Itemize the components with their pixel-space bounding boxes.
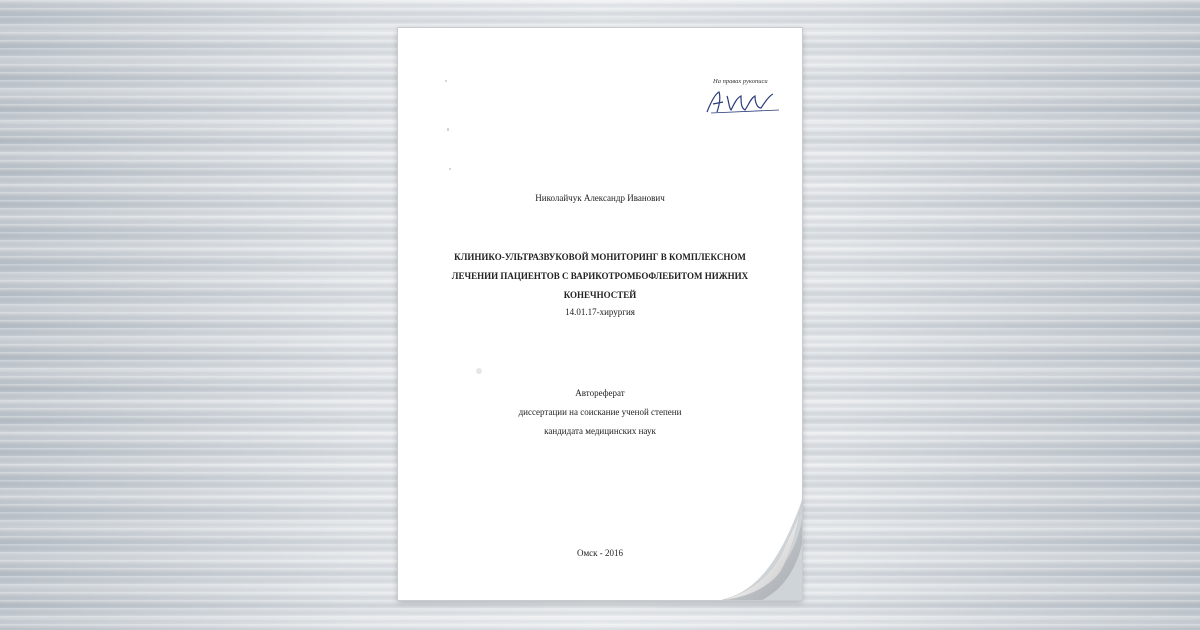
page-curl-icon [722, 500, 802, 600]
scan-speck [447, 128, 449, 131]
abstract-line: диссертации на соискание ученой степени [518, 407, 682, 417]
scan-speck [445, 80, 447, 82]
scan-speck [449, 168, 451, 170]
city-year: Омск - 2016 [576, 548, 624, 558]
signature-image [703, 88, 783, 116]
scan-speck [476, 368, 482, 374]
handwritten-note: На правах рукописи [713, 78, 768, 85]
abstract-line: Автореферат [575, 388, 625, 398]
dissertation-title: КЛИНИКО-УЛЬТРАЗВУКОВОЙ МОНИТОРИНГ В КОМПЛЕКСНОМ ЛЕЧЕНИИ ПАЦИЕНТОВ С ВАРИКОТРОМБОФЛЕБИТОМ НИЖНИХ КОНЕЧНОСТЕЙ [451, 252, 749, 300]
document-page [398, 28, 802, 600]
abstract-description [398, 384, 802, 441]
abstract-line: кандидата медицинских наук [544, 426, 656, 436]
specialty-code: 14.01.17-хирургия [565, 307, 635, 317]
author-name: Николайчук Александр Иванович [535, 193, 665, 203]
